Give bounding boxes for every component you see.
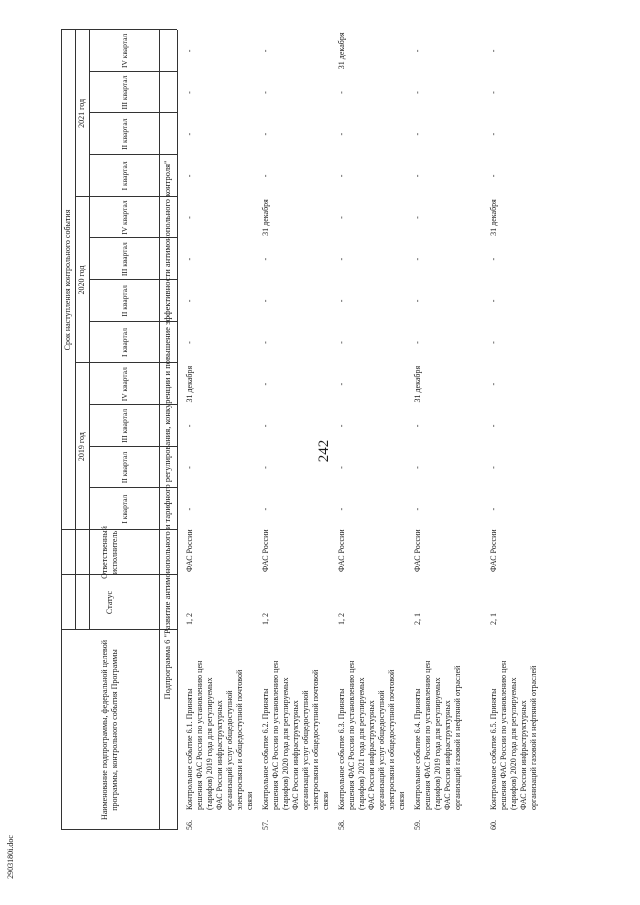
row-executor: ФАС России bbox=[413, 529, 422, 572]
row-dash: - bbox=[489, 299, 498, 303]
row-description: Контрольное событие 6.4. Приняты решения ФАС России по установлению цен (тарифов) 2019 года для регулируемых ФАС России инфраструктурных организаций газовой и нефтяной отраслей bbox=[413, 660, 462, 810]
row-description: Контрольное событие 6.2. Приняты решения ФАС России по установлению цен (тарифов) 2020 года для регулируемых ФАС России инфраструктурных организаций услуг общедоступной электросвязи и общедоступной почтовой связи bbox=[261, 660, 330, 810]
row-dash: - bbox=[261, 382, 270, 386]
row-dash: - bbox=[337, 132, 346, 136]
header-executor-col: Ответственный исполнитель bbox=[100, 526, 119, 579]
row-dash: - bbox=[413, 466, 422, 469]
row-dash: - bbox=[185, 216, 194, 219]
header-quarter: II квартал bbox=[119, 118, 129, 150]
row-dash: - bbox=[185, 299, 194, 303]
row-number: 57. bbox=[261, 820, 270, 830]
row-dash: - bbox=[337, 382, 346, 386]
header-quarter: III квартал bbox=[119, 242, 129, 277]
row-date: 31 декабря bbox=[185, 365, 194, 403]
table-row bbox=[489, 30, 565, 830]
row-status: 2, 1 bbox=[413, 613, 422, 625]
row-description: Контрольное событие 6.1. Приняты решения ФАС России по установлению цен (тарифов) 2019 года для регулируемых ФАС России инфраструктурных организаций услуг общедоступной электросвязи и общедоступной почтовой связи bbox=[185, 660, 254, 810]
row-dash: - bbox=[337, 91, 346, 94]
row-dash: - bbox=[489, 174, 498, 178]
row-dash: - bbox=[261, 299, 270, 303]
row-dash: - bbox=[489, 132, 498, 136]
row-dash: - bbox=[337, 299, 346, 303]
document-table bbox=[61, 30, 581, 830]
row-dash: - bbox=[185, 507, 194, 511]
row-dash: - bbox=[337, 216, 346, 219]
header-quarter: II квартал bbox=[119, 451, 129, 484]
header-quarter: IV квартал bbox=[119, 33, 129, 68]
row-dash: - bbox=[185, 424, 194, 428]
header-quarter: IV квартал bbox=[119, 200, 129, 235]
footer-filename: 2903180i.doc bbox=[6, 835, 15, 879]
row-dash: - bbox=[337, 424, 346, 428]
row-dash: - bbox=[185, 91, 194, 94]
header-quarter: I квартал bbox=[119, 328, 129, 357]
header-term-col: Срок наступления контрольного события bbox=[63, 209, 72, 351]
header-quarter: III квартал bbox=[119, 75, 129, 110]
header-quarter: I квартал bbox=[119, 494, 129, 524]
row-status: 1, 2 bbox=[337, 613, 346, 625]
row-dash: - bbox=[489, 257, 498, 261]
row-date: 31 декабря bbox=[261, 199, 270, 236]
row-dash: - bbox=[489, 466, 498, 469]
row-dash: - bbox=[413, 507, 422, 511]
row-dash: - bbox=[489, 424, 498, 428]
row-dash: - bbox=[261, 91, 270, 94]
row-dash: - bbox=[413, 91, 422, 94]
row-dash: - bbox=[185, 466, 194, 469]
row-dash: - bbox=[413, 216, 422, 219]
header-quarter: III квартал bbox=[119, 408, 129, 443]
row-dash: - bbox=[261, 132, 270, 136]
row-dash: - bbox=[337, 466, 346, 469]
row-description: Контрольное событие 6.5. Приняты решения ФАС России по установлению цен (тарифов) 2020 года для регулируемых ФАС России инфраструктурных организаций газовой и нефтяной отраслей bbox=[489, 660, 538, 810]
header-quarter: II квартал bbox=[119, 285, 129, 317]
row-description: Контрольное событие 6.3. Приняты решения ФАС России по установлению цен (тарифов) 2021 года для регулируемых ФАС России инфраструктурных организаций услуг общедоступной электросвязи и общедоступной почтовой связи bbox=[337, 660, 406, 810]
row-dash: - bbox=[413, 132, 422, 136]
table-row bbox=[413, 30, 489, 830]
row-dash: - bbox=[489, 49, 498, 53]
row-dash: - bbox=[261, 424, 270, 428]
row-dash: - bbox=[261, 507, 270, 511]
header-year: 2019 год bbox=[77, 432, 86, 462]
row-dash: - bbox=[261, 49, 270, 53]
subprogram-title: Подпрограмма 6 "Развитие антимонопольного и тарифного регулирования, конкуренции и повышение эффективности антимонопольного контроля" bbox=[162, 160, 172, 700]
header-quarter: IV квартал bbox=[119, 367, 129, 402]
row-number: 59. bbox=[413, 820, 422, 830]
row-executor: ФАС России bbox=[489, 529, 498, 572]
row-dash: - bbox=[185, 49, 194, 53]
row-dash: - bbox=[337, 257, 346, 261]
row-dash: - bbox=[261, 341, 270, 344]
row-date: 31 декабря bbox=[489, 199, 498, 236]
row-executor: ФАС России bbox=[337, 529, 346, 572]
row-dash: - bbox=[185, 132, 194, 136]
header-year: 2020 год bbox=[77, 265, 86, 295]
row-dash: - bbox=[413, 174, 422, 178]
header-quarter: I квартал bbox=[119, 161, 129, 191]
row-dash: - bbox=[337, 341, 346, 344]
row-dash: - bbox=[413, 299, 422, 303]
table-row bbox=[261, 30, 337, 830]
row-dash: - bbox=[413, 257, 422, 261]
header-year: 2021 год bbox=[77, 98, 86, 128]
row-date: 31 декабря bbox=[413, 365, 422, 403]
header-name-col: Наименование подпрограммы, федеральной целевой программы, контрольного события Программы bbox=[100, 639, 119, 821]
row-number: 56. bbox=[185, 820, 194, 830]
row-status: 1, 2 bbox=[185, 613, 194, 625]
row-number: 60. bbox=[489, 820, 498, 830]
row-dash: - bbox=[489, 91, 498, 94]
row-dash: - bbox=[185, 341, 194, 344]
row-dash: - bbox=[413, 424, 422, 428]
row-dash: - bbox=[261, 257, 270, 261]
row-dash: - bbox=[261, 174, 270, 178]
row-dash: - bbox=[413, 49, 422, 53]
page-number: 242 bbox=[316, 439, 332, 463]
row-number: 58. bbox=[337, 820, 346, 830]
row-dash: - bbox=[337, 174, 346, 178]
row-dash: - bbox=[185, 174, 194, 178]
row-status: 1, 2 bbox=[261, 613, 270, 625]
table-row bbox=[337, 30, 413, 830]
row-dash: - bbox=[337, 507, 346, 511]
row-executor: ФАС России bbox=[185, 529, 194, 572]
row-dash: - bbox=[261, 466, 270, 469]
row-status: 2, 1 bbox=[489, 613, 498, 625]
table-row bbox=[185, 30, 261, 830]
row-dash: - bbox=[413, 341, 422, 344]
row-dash: - bbox=[489, 507, 498, 511]
row-dash: - bbox=[489, 341, 498, 344]
row-dash: - bbox=[489, 382, 498, 386]
row-executor: ФАС России bbox=[261, 529, 270, 572]
header-status-col: Статус bbox=[105, 590, 114, 615]
row-dash: - bbox=[185, 257, 194, 261]
row-date: 31 декабря bbox=[337, 32, 346, 70]
